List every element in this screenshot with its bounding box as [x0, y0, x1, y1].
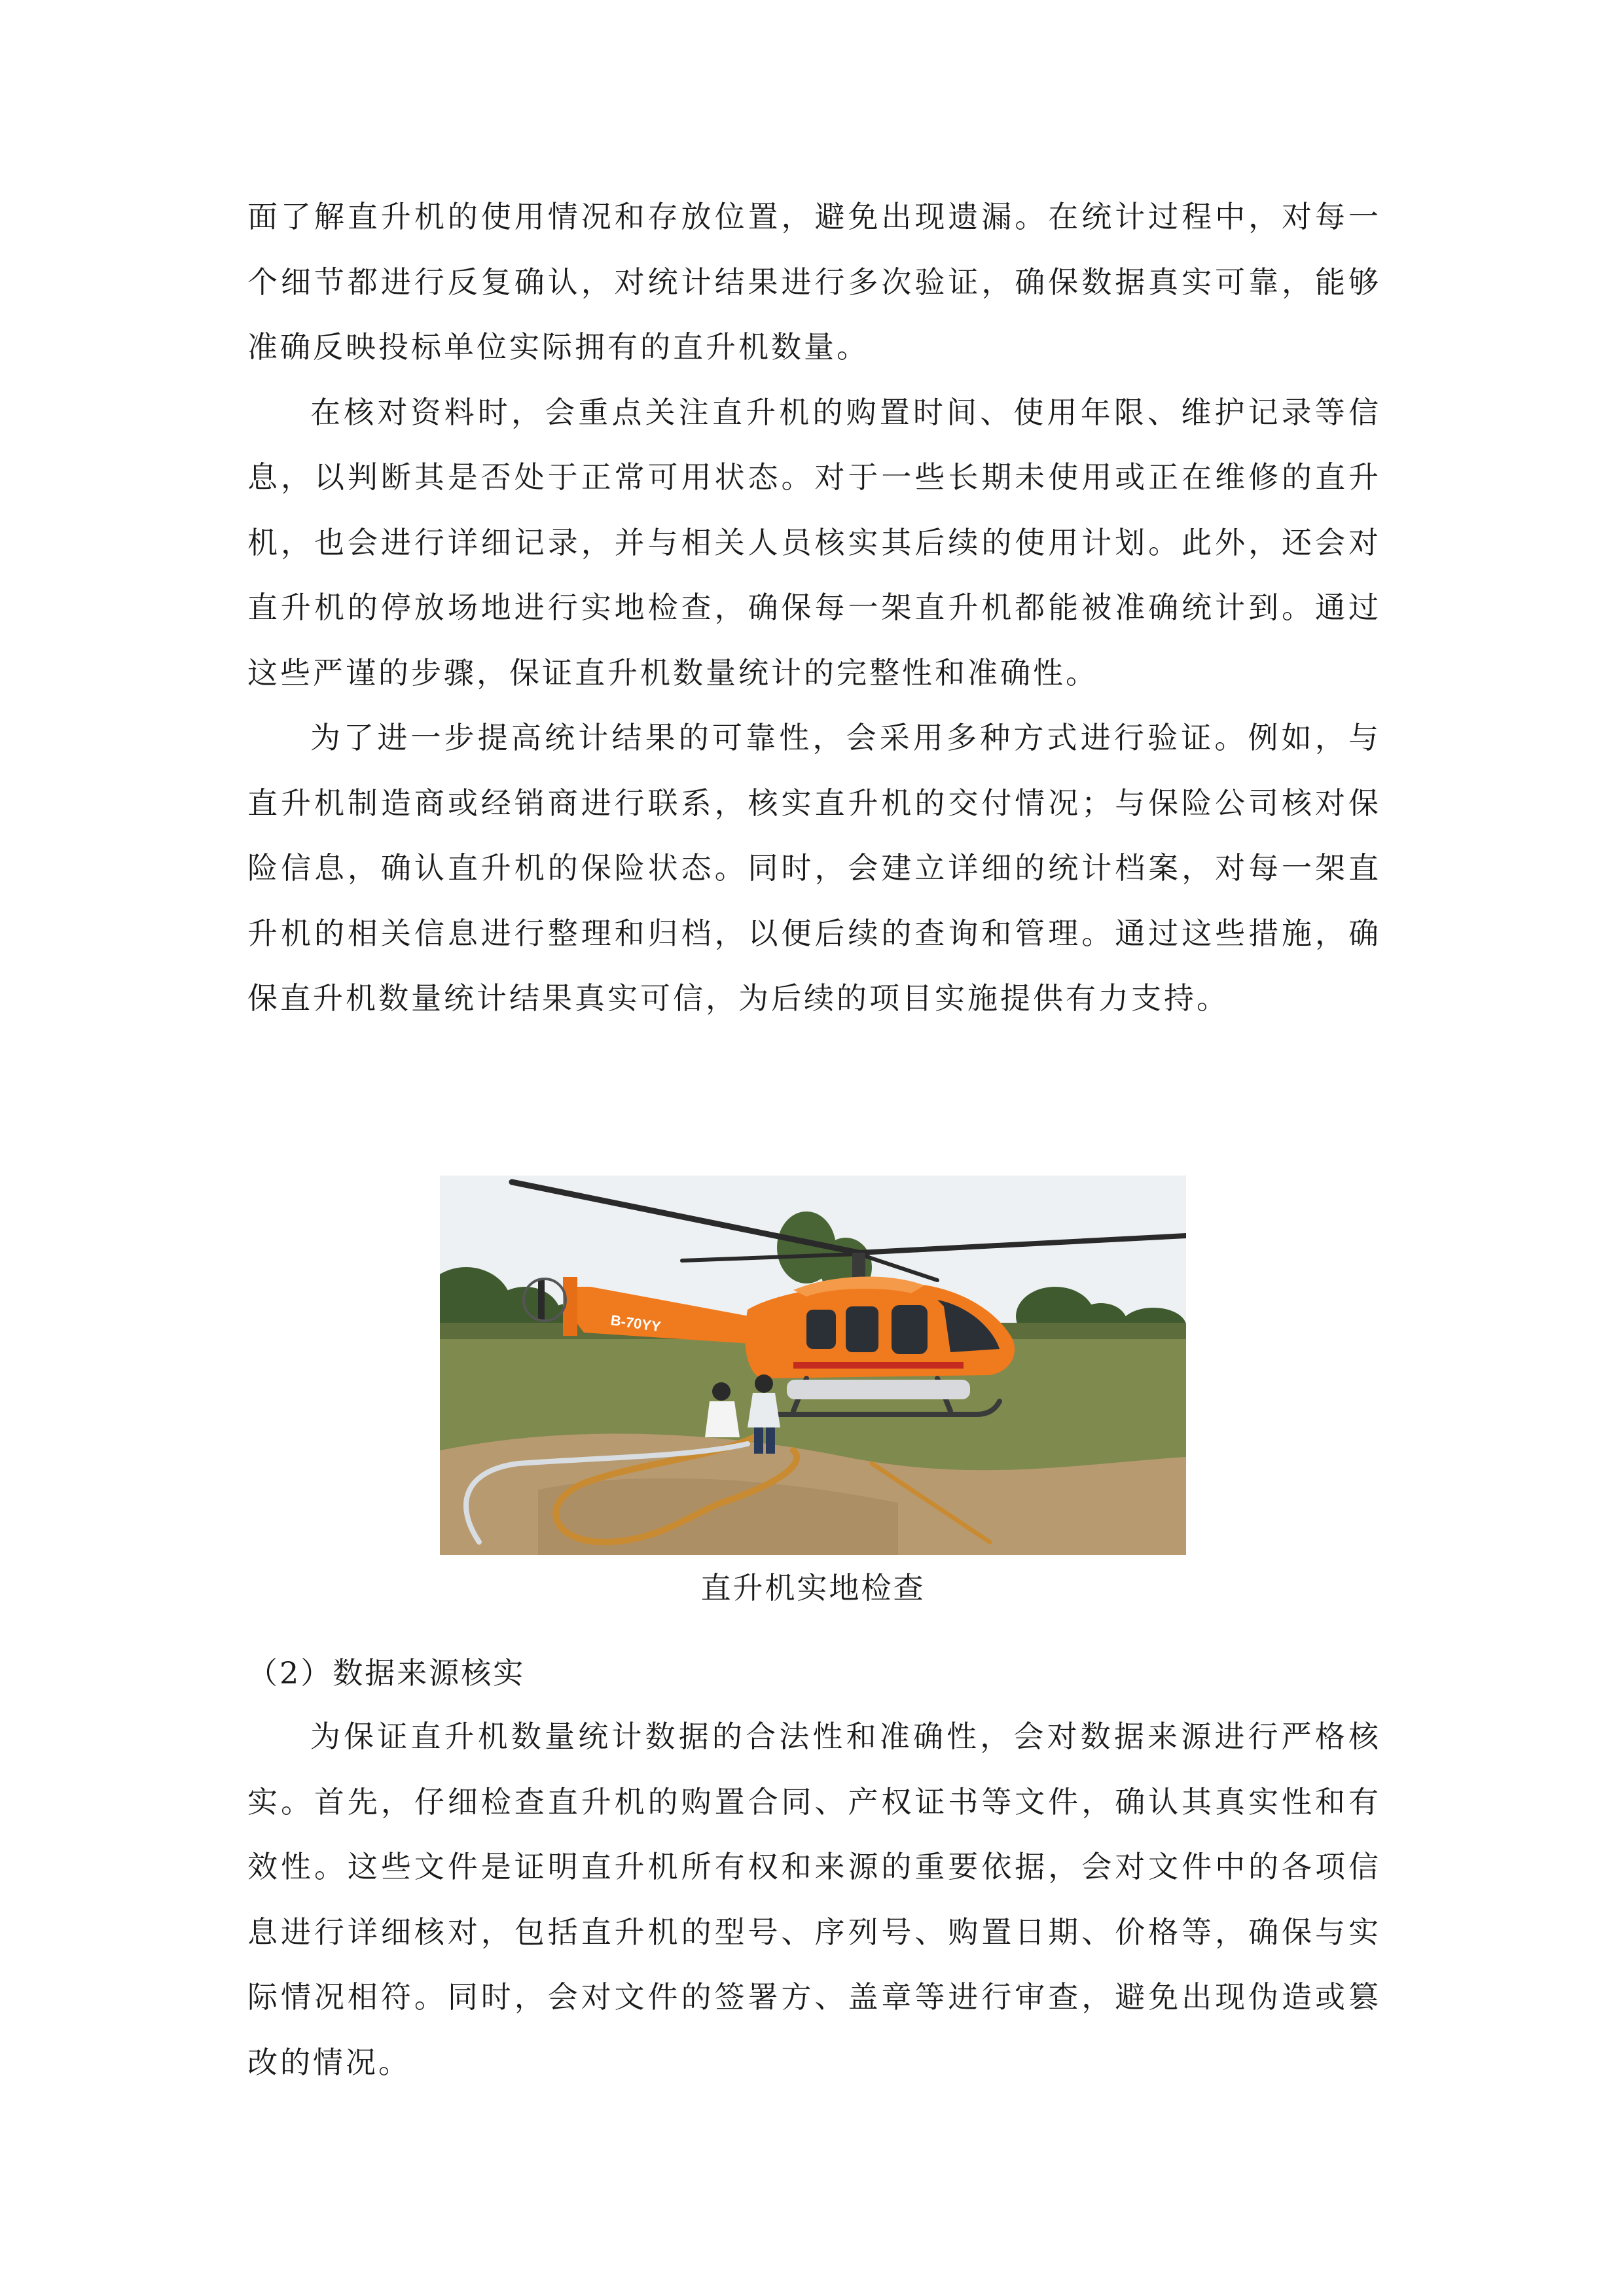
body-text-top — [247, 185, 1381, 1031]
body-text-bottom — [247, 1704, 1381, 2095]
cabin-window — [806, 1310, 836, 1349]
paragraph-continuation: 面了解直升机的使用情况和存放位置，避免出现遗漏。在统计过程中，对每一个细节都进行反复确认，对统计结果进行多次验证，确保数据真实可靠，能够准确反映投标单位实际拥有的直升机数量。 — [247, 199, 1381, 365]
paragraph-verification: 为了进一步提高统计结果的可靠性，会采用多种方式进行验证。例如，与直升机制造商或经销商进行联系，核实直升机的交付情况；与保险公司核对保险信息，确认直升机的保险状态。同时，会建立详细的统计档案，对每一架直升机的相关信息进行整理和归档，以便后续的查询和管理。通过这些措施，确保直升机数量统计结果真实可信，为后续的项目实施提供有力支持。 — [247, 720, 1381, 1016]
section-heading: （2）数据来源核实 — [247, 1655, 526, 1691]
tail-registration: B-70YY — [609, 1312, 662, 1335]
paragraph-source-verification: 为保证直升机数量统计数据的合法性和准确性，会对数据来源进行严格核实。首先，仔细检查直升机的购置合同、产权证书等文件，确认其真实性和有效性。这些文件是证明直升机所有权和来源的重要依据，会对文件中的各项信息进行详细核对，包括直升机的型号、序列号、购置日期、价格等，确保与实际情况相符。同时，会对文件的签署方、盖章等进行审查，避免出现伪造或篡改的情况。 — [247, 1719, 1381, 2080]
figure-caption: 直升机实地检查 — [700, 1570, 926, 1605]
helicopter-photo — [440, 1175, 1186, 1555]
paragraph-data-review: 在核对资料时，会重点关注直升机的购置时间、使用年限、维护记录等信息，以判断其是否处于正常可用状态。对于一些长期未使用或正在维修的直升机，也会进行详细记录，并与相关人员核实其后续的使用计划。此外，还会对直升机的停放场地进行实地检查，确保每一架直升机都能被准确统计到。通过这些严谨的步骤，保证直升机数量统计的完整性和准确性。 — [247, 394, 1381, 691]
